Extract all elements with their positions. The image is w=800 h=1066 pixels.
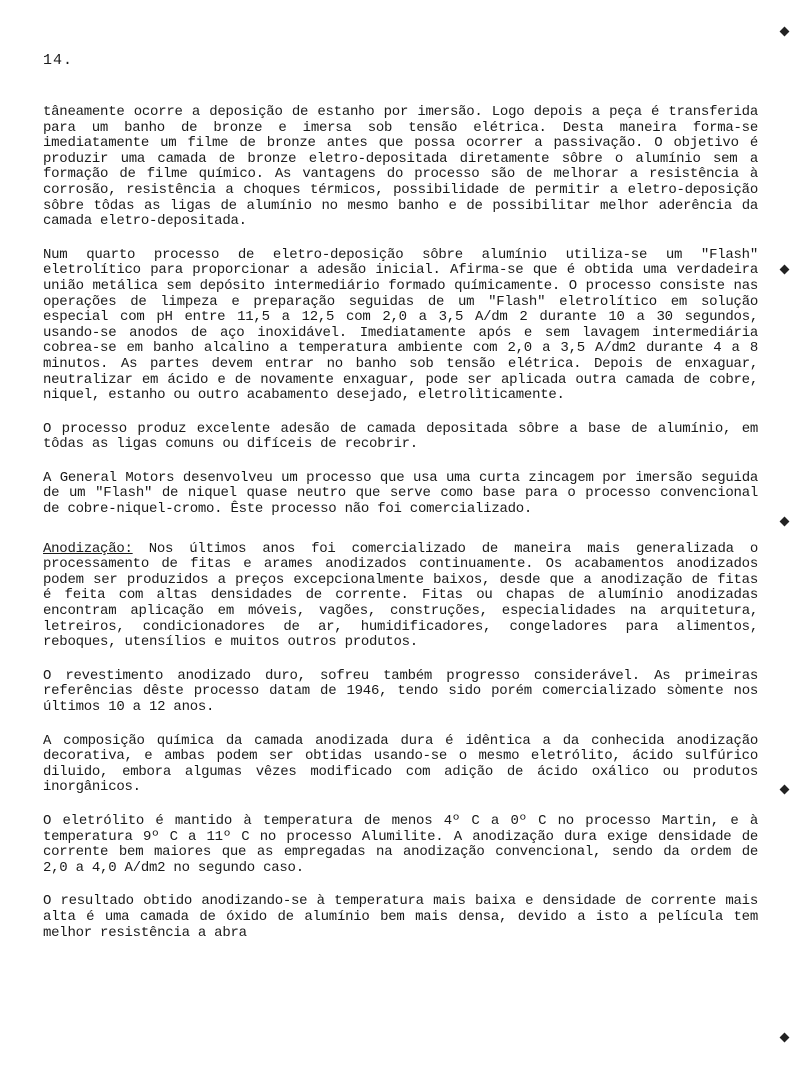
- margin-mark: [780, 27, 790, 37]
- page-number: 14.: [43, 52, 74, 69]
- paragraph-chemical-composition: A composição química da camada anodizada dura é idêntica a da conhecida anodização decorativa, e ambas podem ser obtidas usando-se o mesmo eletrólito, ácido sulfúrico diluido, embora algumas vêzes modificado com adição de ácido oxálico ou produtos inorgânicos.: [43, 732, 758, 796]
- paragraph-electrolyte: O eletrólito é mantido à temperatura de menos 4º C a 0º C no processo Martin, e à temperatura 9º C a 11º C no processo Alumilite. A anodização dura exige densidade de corrente bem maiores que as empregadas na anodização convencional, sendo da ordem de 2,0 a 4,0 A/dm2 no segundo caso.: [43, 812, 758, 876]
- section-anodizacao: [43, 542, 758, 651]
- paragraph-adhesion: O processo produz excelente adesão de camada depositada sôbre a base de alumínio, em tôdas as ligas comuns ou difíceis de recobrir.: [43, 420, 758, 453]
- paragraph-hard-anodizing: O revestimento anodizado duro, sofreu também progresso considerável. As primeiras referências dêste processo datam de 1946, tendo sido porém comercializado sòmente nos últimos 10 a 12 anos.: [43, 667, 758, 715]
- paragraph-flash-process: Num quarto processo de eletro-deposição sôbre alumínio utiliza-se um "Flash" eletrolítico para proporcionar a adesão inicial. Afirma-se que é obtida uma verdadeira união metálica sem depósito intermediário formado químicamente. O processo consiste nas operações de limpeza e preparação seguidas de um "Flash" eletrolítico em solução especial com pH entre 11,5 a 12,5 com 2,0 a 3,5 A/dm 2 durante 10 a 30 segundos, usando-se anodos de aço inoxidável. Imediatamente após e sem lavagem intermediária cobrea-se em banho alcalino a temperatura ambiente com 2,0 a 3,5 A/dm2 durante 4 a 8 minutos. As partes devem entrar no banho sob tensão elétrica. Depois de enxaguar, neutralizar em ácido e de novamente enxaguar, pode ser aplicada outra camada de cobre, niquel, estanho ou outro acabamento desejado, eletrolìticamente.: [43, 246, 758, 404]
- paragraph-general-motors: A General Motors desenvolveu um processo que usa uma curta zincagem por imersão seguida de um "Flash" de niquel quase neutro que serve como base para o processo convencional de cobre-niquel-cromo. Êste processo não foi comercializado.: [43, 469, 758, 518]
- paragraph-result: O resultado obtido anodizando-se à temperatura mais baixa e densidade de corrente mais alta é uma camada de óxido de alumínio bem mais densa, devido a isto a película tem melhor resistência a abra: [43, 893, 758, 941]
- margin-mark: [780, 265, 790, 275]
- section-heading: Anodização:: [43, 540, 133, 557]
- margin-mark: [780, 785, 790, 795]
- document-body: [43, 105, 758, 959]
- margin-mark: [780, 517, 790, 527]
- margin-mark: [780, 1033, 790, 1043]
- paragraph-bronze-process: tâneamente ocorre a deposição de estanho por imersão. Logo depois a peça é transferida para um banho de bronze e imersa sob tensão elétrica. Desta maneira forma-se imediatamente um filme de bronze antes que possa ocorrer a passivação. O objetivo é produzir uma camada de bronze eletro-depositada diretamente sôbre o alumínio sem a formação de filme químico. As vantagens do processo são de melhorar a resistência à corrosão, resistência a choques térmicos, possibilidade de permitir a eletro-deposição sôbre tôdas as ligas de alumínio no mesmo banho e de possibilitar melhor aderência da camada eletro-depositada.: [43, 104, 758, 230]
- section-intro: Nos últimos anos foi comercializado de maneira mais generalizada o processamento de fitas e arames anodizados continuamente. Os acabamentos anodizados podem ser produzidos a preços excepcionalmente baixos, desde que a anodização de fitas é feita com altas densidades de corrente. Fitas ou chapas de alumínio anodizadas encontram aplicação em móveis, vagões, construções, especialidades na arquitetura, letreiros, condicionadores de ar, humidificadores, congeladores para alimentos, reboques, utensílios e muitos outros produtos.: [43, 540, 758, 651]
